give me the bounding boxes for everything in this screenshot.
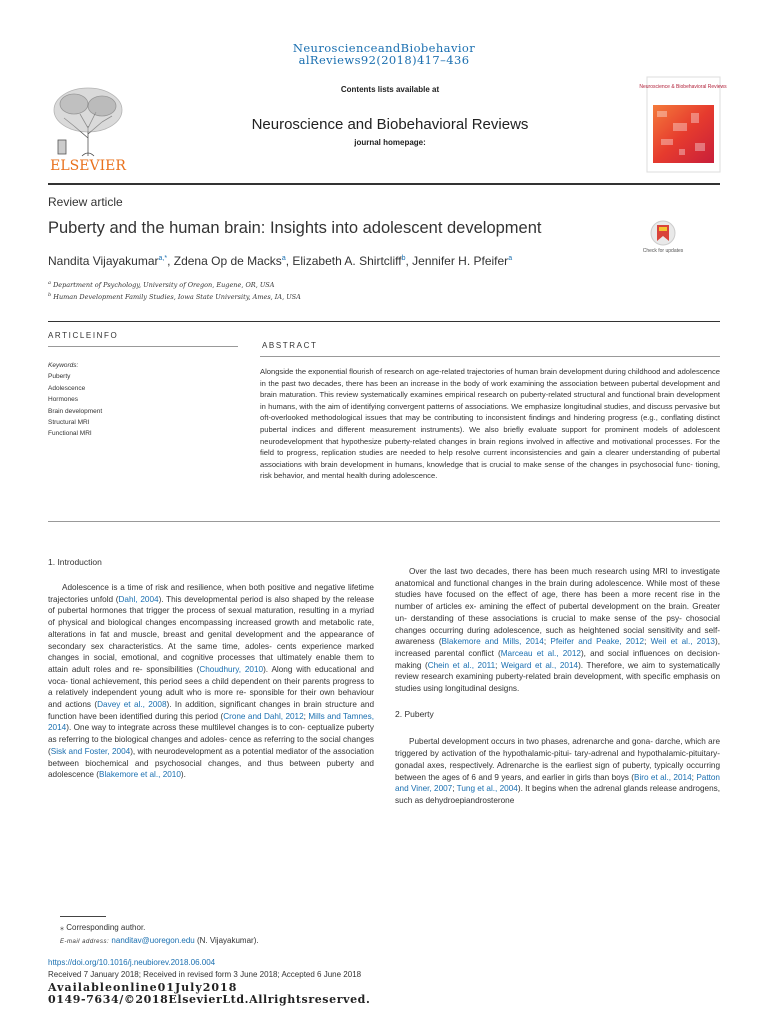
body-text: ). It begins when the adrenal glands release androgens, such as dehydroepiandrosterone [395,784,721,805]
citation-link[interactable]: Davey et al., 2008 [97,700,167,710]
author-name[interactable]: Zdena Op de Macks [173,254,282,268]
body-text: ; [495,660,502,670]
check-for-updates-badge[interactable] [642,219,684,263]
body-text: ). Along with educational and voca- tional achievement, this period sees a child dependent on their parents progress to a relatively independent young adult who is more re- sponsible for their own behaviour and actions ( [48,664,374,710]
citation-link[interactable]: Blakemore and Mills, 2014 [441,637,544,647]
journal-homepage-label[interactable]: journal homepage: [354,138,426,147]
title-block-rule [48,321,720,322]
email-note: E-mail address: nanditav@uoregon.edu (N. Vijayakumar). [60,936,259,945]
citation-link[interactable]: Crone and Dahl, 2012 [223,711,304,721]
header-rule [48,183,720,185]
journal-citation-line-2: alReviews92(2018)417–436 [298,53,470,67]
body-text: ). This developmental period is also shaped by the release of pubertal hormones that trigger the process of sexual maturation, resulting in a myriad of physical and biological changes encompassing increased growth and metabolic rate, alterations in fat and muscle, breast and genital development and the appearance of secondary sex characteristics. At the same time, adoles- cents experience marked changes in social, emotional, and cognitive processes that ultimately enable them to attain adult roles and re- sponsibilities ( [48,594,374,674]
abstract-text: Alongside the exponential flourish of research on age-related trajectories of human brain development during childhood and adolescence in the past two decades, there has been an increase in the body of work examining the association between pubertal development and brain maturation. This review systematically examines empirical research on puberty-related structural and functional brain development in humans, with the aim of identifying convergent patterns of associations. We emphasize longitudinal studies, and discuss pervasive but oft-overlooked methodological issues that may be contributing to inconsistent findings and hindering progress (e.g., conflating distinct pubertal indices and different measurement instruments). We also briefly evaluate support for prominent models of adolescent neurodevelopment that hypothesize puberty-related changes in brain regions involved in affective and motivational processes. For the field to progress, replication studies are needed to help resolve current inconsistencies and gain a clearer understanding of pubertal associations with brain development in humans, knowledge that is crucial to make sense of the changes in psychosocial func- tioning, risk behavior, and mental health during adolescence. [260,367,720,481]
right-column [395,566,720,807]
section-heading-introduction: 1. Introduction [48,557,102,567]
body-text: ). In addition, significant changes in brain structure and function have been identified during this period ( [48,700,374,721]
email-link[interactable]: nanditav@uoregon.edu [111,936,195,945]
para-mri-research [395,566,720,695]
keyword: Adolescence [48,384,86,392]
cover-title: Neuroscience & Biobehavioral Reviews [639,84,727,90]
author-sup[interactable]: a [281,255,286,262]
journal-citation-line-1: NeuroscienceandBiobehavior [292,41,476,55]
body-text: ), with neurodevelopment as a potential mediator of the association between biochemical and psychosocial changes, and thus between puberty and adolescence ( [48,746,374,780]
para-pubertal-development [395,736,720,806]
body-text: ), and social influences on decision-making ( [395,648,720,670]
citation-link[interactable]: Chein et al., 2011 [427,660,496,670]
affiliation-a: $^a$ Department of Psychology, University of Oregon, Eugene, OR, USA [48,280,275,290]
citation-link[interactable]: Mills and Tamnes, 2014 [48,711,374,733]
para-intro [48,582,374,781]
elsevier-logo [44,78,132,178]
citation-link[interactable]: Dahl, 2004 [118,594,159,604]
affiliation-b: $^b$ Human Development Family Studies, Iowa State University, Ames, IA, USA [48,292,301,302]
keyword: Brain development [48,407,103,415]
article-info-rule [48,346,238,347]
body-text: ). One way to integrate across these multilevel changes is to con- ceptualize puberty as referring to the biological changes and adoles- cence as referring to the social changes ( [48,723,374,756]
section-heading-puberty: 2. Puberty [395,708,434,719]
citation-link[interactable]: Marceau et al., 2012 [500,648,581,658]
body-text: ; [452,784,457,794]
abstract-heading: ABSTRACT [262,341,318,350]
article-info-heading: ARTICLEINFO [48,331,119,340]
doi-link[interactable]: https://doi.org/10.1016/j.neubiorev.2018.06.004 [48,958,216,967]
svg-text:Check for updates: Check for updates [642,248,684,254]
received-dates: Received 7 January 2018; Received in revised form 3 June 2018; Accepted 6 June 2018 [48,970,362,979]
abstract-rule [260,356,720,357]
citation-link[interactable]: Choudhury, 2010 [199,664,264,674]
author-name[interactable]: Nandita Vijayakumar [48,254,159,268]
author-sup[interactable]: a [508,255,513,262]
body-text: ; [691,772,697,782]
keyword: Puberty [48,373,71,381]
author-sup[interactable]: a,* [158,255,168,262]
body-text: ; [543,637,551,647]
citation-link[interactable]: Biro et al., 2014 [634,772,692,782]
contents-available-label: Contents lists available at [340,85,440,94]
keywords-list [48,360,102,440]
abstract-bottom-rule [48,521,720,522]
introduction-paragraph [48,582,374,781]
author-list: Nandita Vijayakumar$^{a,*}$, Zdena Op de Macks$^a$, Elizabeth A. Shirtcliff$^b$, Jennifer H. Pfeifer$^a$ [48,254,513,268]
keyword: Functional MRI [48,430,92,438]
body-text: ; [303,711,309,721]
body-text: Over the last two decades, there has been much research using MRI to investigate anatomical and functional changes in the brain during adolescence. While most of these studies have focused on the effect of age, there has been a more recent rise in the number of articles ex- amining the effect of pubertal development on the brain. Greater un- derstanding of these associations is crucial to make sense of the psy- chosocial changes occurring during adolescence, such as heightened social sensitivity and self-awareness ( [395,567,720,647]
journal-cover-thumbnail[interactable] [639,77,727,172]
author-name[interactable]: Elizabeth A. Shirtcliff [292,254,402,268]
author-name[interactable]: Jennifer H. Pfeifer [412,254,509,268]
body-text: ). [180,770,186,780]
body-text: ; [644,637,651,647]
keyword: Structural MRI [48,419,90,427]
article-type: Review article [48,195,123,209]
body-text: ). Therefore, we aim to systematically review research examining puberty-related brain development, with specific emphasis on studies using longitudinal designs. [395,660,720,694]
citation-link[interactable]: Weigard et al., 2014 [501,660,579,670]
citation-link[interactable]: Patton and Viner, 2007 [395,772,720,794]
body-text: Adolescence is a time of risk and resilience, when both positive and negative lifetime trajectories unfold ( [48,583,374,604]
copyright: 0149-7634/©2018ElsevierLtd.Allrightsreserved. [48,993,371,1006]
body-text: Pubertal development occurs in two phases, adrenarche and gona- darche, which are triggered by activation of the hypothalamic-pitui- tary-adrenal and hypothalamic-pituitary-gonadal axes, respectively. Adrenarche is the earliest sign of puberty, typically occurring between the ages of 6 and 9 years, and earlier in girls than boys ( [395,737,720,782]
available-online: Availableonline01July2018 [48,981,238,994]
author-sup[interactable]: b [401,255,406,262]
keywords-label: Keywords: [48,362,79,369]
citation-link[interactable]: Sisk and Foster, 2004 [50,746,131,756]
journal-title[interactable]: Neuroscience and Biobehavioral Reviews [251,116,529,133]
corresponding-author-note: ⁎ Corresponding author. [60,923,146,932]
citation-link[interactable]: Blakemore et al., 2010 [98,770,181,780]
article-title: Puberty and the human brain: Insights into adolescent development [48,219,542,237]
elsevier-wordmark: ELSEVIER [50,158,126,174]
citation-link[interactable]: Weil et al., 2013 [650,637,715,647]
citation-link[interactable]: Tung et al., 2004 [456,784,518,794]
body-text: ), increased parental conflict ( [395,637,720,658]
keyword: Hormones [48,396,78,404]
citation-link[interactable]: Pfeifer and Peake, 2012 [550,637,645,647]
footnote-rule [60,916,106,917]
